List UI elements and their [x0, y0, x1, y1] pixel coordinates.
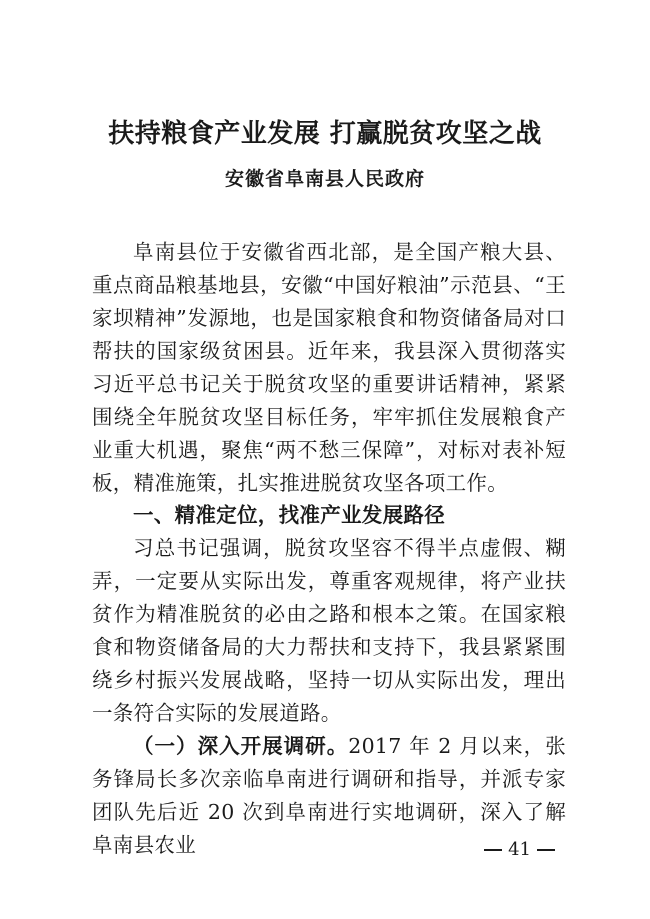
- section-heading-1: 一、精准定位，找准产业发展路径: [133, 503, 445, 527]
- subsection-lead: （一）深入开展调研。: [133, 734, 349, 758]
- document-title: 扶持粮食产业发展 打赢脱贫攻坚之战: [108, 119, 542, 149]
- author-organization: 安徽省阜南县人民政府: [224, 168, 425, 190]
- page-number-value: 41: [508, 839, 531, 860]
- dash-left: [484, 849, 502, 851]
- paragraph-section-1: 习总书记强调，脱贫攻坚容不得半点虚假、糊弄，一定要从实际出发，尊重客观规律，将产业扶贫作为精准脱贫的必由之路和根本之策。在国家粮食和物资储备局的大力帮扶和支持下，我县紧紧围绕乡村振兴发展战略，坚持一切从实际出发，理出一条符合实际的发展道路。: [92, 536, 566, 725]
- paragraph-intro: 阜南县位于安徽省西北部，是全国产粮大县、重点商品粮基地县，安徽“中国好粮油”示范县、“王家坝精神”发源地，也是国家粮食和物资储备局对口帮扶的国家级贫困县。近年来，我县深入贯彻落实习近平总书记关于脱贫攻坚的重要讲话精神，紧紧围绕全年脱贫攻坚目标任务，牢牢抓住发展粮食产业重大机遇，聚焦“两不愁三保障”，对标对表补短板，精准施策，扎实推进脱贫攻坚各项工作。: [92, 240, 566, 495]
- subsection-text: 2017 年 2 月以来，张务锋局长多次亲临阜南进行调研和指导，并派专家团队先后近 20 次到阜南进行实地调研，深入了解阜南县农业: [92, 734, 567, 857]
- dash-right: [537, 849, 555, 851]
- page-number: [484, 838, 555, 862]
